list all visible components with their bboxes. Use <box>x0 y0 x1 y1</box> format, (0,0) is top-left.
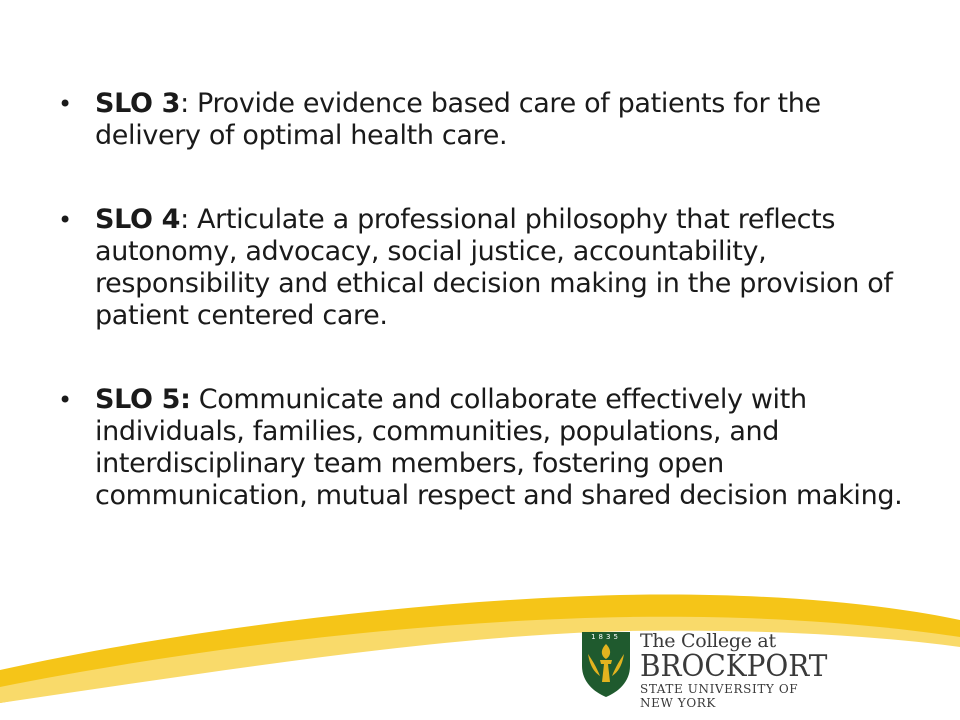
bullet-icon: • <box>58 206 72 234</box>
bullet-icon: • <box>58 90 72 118</box>
slo-label: SLO 4 <box>95 204 181 235</box>
slo-item-4 <box>58 204 918 332</box>
logo-line-brockport: BROCKPORT <box>640 649 828 684</box>
slo-label: SLO 3 <box>95 88 181 119</box>
slo-text: Articulate a professional philosophy that reflects autonomy, advocacy, social justice, accountability, responsibility and ethical decision making in the provision of patient centered care. <box>95 204 893 331</box>
logo-line-suny: STATE UNIVERSITY OF NEW YORK <box>640 682 799 710</box>
slo-text: Provide evidence based care of patients for the delivery of optimal health care. <box>95 88 821 151</box>
logo-wordmark <box>640 630 830 710</box>
slo-item-5 <box>58 384 918 512</box>
brockport-crest-icon <box>578 630 634 698</box>
logo-line-college: The College at <box>640 630 776 652</box>
slo-label: SLO 5: <box>95 384 191 415</box>
slo-separator: : <box>180 88 189 119</box>
slo-text: Communicate and collaborate effectively with individuals, families, communities, populations, and interdisciplinary team members, fostering open communication, mutual respect and shared decision making. <box>95 384 903 511</box>
slo-separator: : <box>180 204 189 235</box>
bullet-icon: • <box>58 386 72 414</box>
college-logo <box>578 630 828 710</box>
slo-item-3 <box>58 88 918 152</box>
slo-list <box>58 88 918 564</box>
crest-year-text: 1835 <box>591 633 621 641</box>
